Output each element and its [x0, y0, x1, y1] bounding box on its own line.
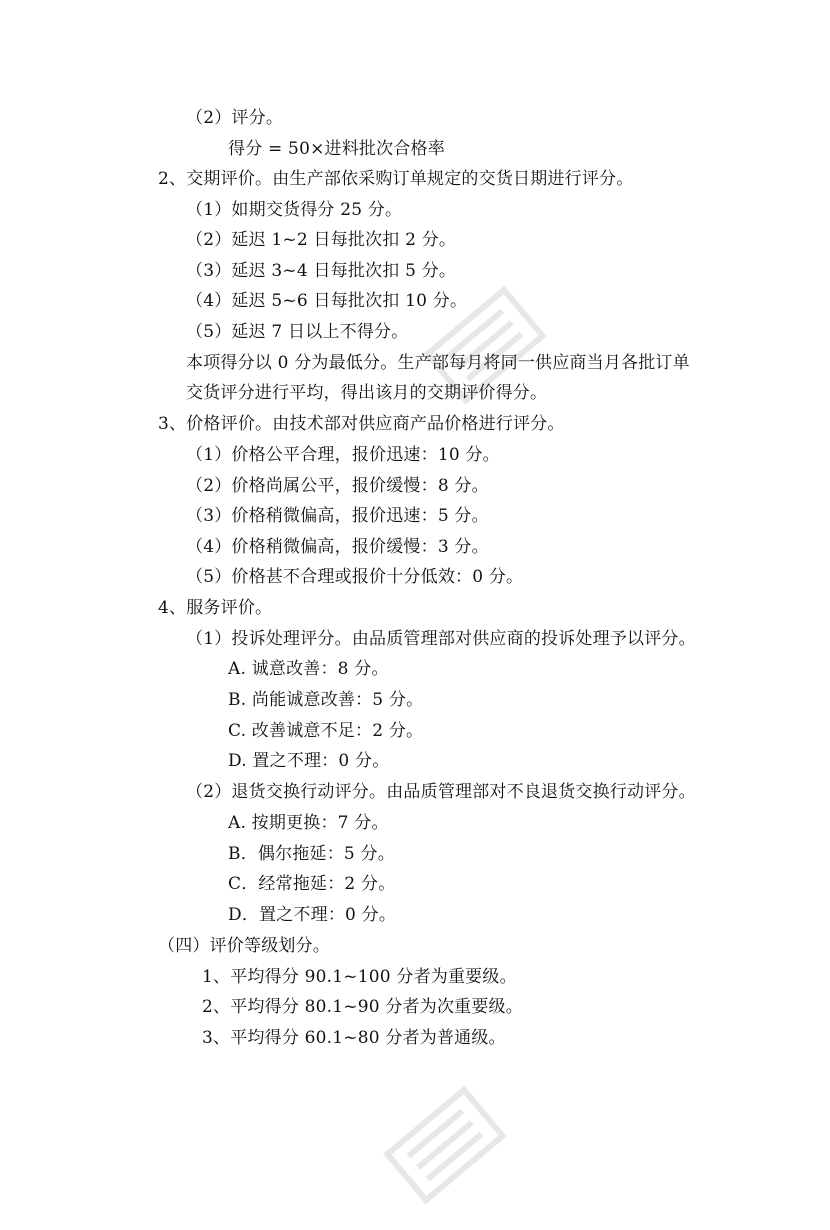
text-line: D. 置之不理：0 分。: [228, 751, 390, 771]
text-line: 交货评分进行平均，得出该月的交期评价得分。: [186, 383, 548, 403]
section-heading: 3、价格评价。由技术部对供应商产品价格进行评分。: [158, 414, 565, 434]
text-line: D．置之不理：0 分。: [228, 905, 397, 925]
text-line: （3）价格稍微偏高，报价迅速：5 分。: [186, 506, 489, 526]
text-line: （2）延迟 1~2 日每批次扣 2 分。: [186, 230, 457, 250]
text-line: B．偶尔拖延：5 分。: [228, 844, 395, 864]
text-line: C. 改善诚意不足：2 分。: [228, 721, 424, 741]
text-line: 3、平均得分 60.1~80 分者为普通级。: [202, 1028, 506, 1048]
watermark-icon: [360, 1060, 530, 1230]
text-line: （4）延迟 5~6 日每批次扣 10 分。: [186, 291, 468, 311]
text-line: B. 尚能诚意改善：5 分。: [228, 690, 424, 710]
text-line: A. 按期更换：7 分。: [228, 813, 389, 833]
text-line: 1、平均得分 90.1~100 分者为重要级。: [202, 967, 517, 987]
text-line: （5）价格甚不合理或报价十分低效：0 分。: [186, 567, 524, 587]
text-line: 2、平均得分 80.1~90 分者为次重要级。: [202, 997, 523, 1017]
text-line: （1）投诉处理评分。由品质管理部对供应商的投诉处理予以评分。: [186, 629, 696, 649]
watermark-icon: [400, 260, 570, 430]
section-heading: 2、交期评价。由生产部依采购订单规定的交货日期进行评分。: [158, 169, 634, 189]
text-line: （4）价格稍微偏高，报价缓慢：3 分。: [186, 537, 489, 557]
text-line: （5）延迟 7 日以上不得分。: [186, 322, 409, 342]
text-line: 得分 = 50×进料批次合格率: [228, 139, 445, 159]
text-line: A. 诚意改善：8 分。: [228, 659, 389, 679]
text-line: C．经常拖延：2 分。: [228, 874, 396, 894]
text-line: （1）如期交货得分 25 分。: [186, 200, 403, 220]
section-heading: 4、服务评价。: [158, 598, 273, 618]
text-line: （2）价格尚属公平，报价缓慢：8 分。: [186, 476, 489, 496]
section-heading: （四）评价等级划分。: [158, 936, 330, 956]
text-line: （3）延迟 3~4 日每批次扣 5 分。: [186, 261, 457, 281]
text-line: 本项得分以 0 分为最低分。生产部每月将同一供应商当月各批订单: [186, 353, 690, 373]
text-line: （2）评分。: [186, 108, 284, 128]
text-line: （1）价格公平合理，报价迅速：10 分。: [186, 445, 500, 465]
text-line: （2）退货交换行动评分。由品质管理部对不良退货交换行动评分。: [186, 782, 696, 802]
